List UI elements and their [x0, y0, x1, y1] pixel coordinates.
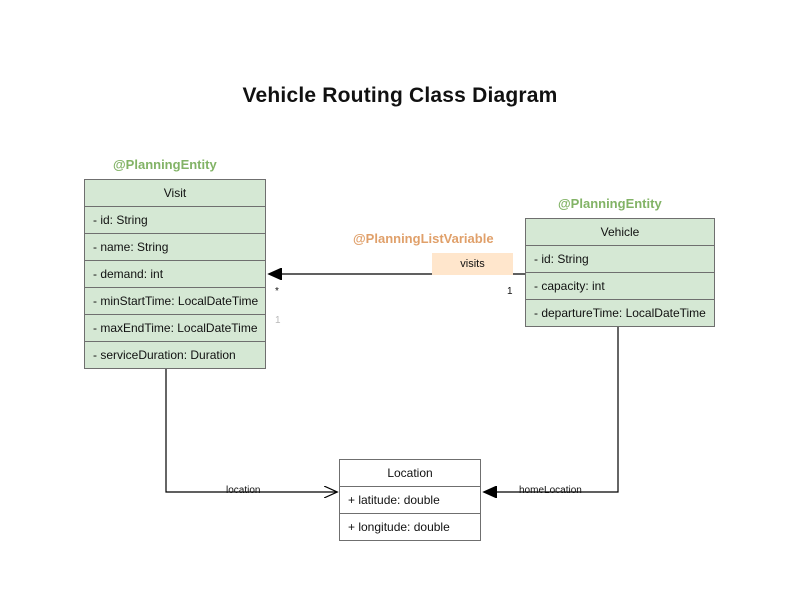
class-box-visit[interactable]	[84, 179, 266, 369]
class-attribute: - id: String	[526, 246, 714, 273]
class-box-location[interactable]	[339, 459, 481, 541]
class-attribute: - minStartTime: LocalDateTime	[85, 288, 265, 315]
class-name-location: Location	[340, 460, 480, 487]
edge-label-home-location: homeLocation	[519, 485, 582, 496]
page-title: Vehicle Routing Class Diagram	[242, 84, 558, 107]
visits-label-chip: visits	[432, 253, 513, 275]
class-attribute: + latitude: double	[340, 487, 480, 514]
edge-label-visit-location-multiplicity: 1	[275, 315, 281, 326]
class-attribute: + longitude: double	[348, 520, 450, 534]
class-attribute: - demand: int	[85, 261, 265, 288]
class-attribute: - departureTime: LocalDateTime	[534, 306, 706, 320]
visit-stereotype: @PlanningEntity	[113, 157, 217, 172]
edge-label-visit-multiplicity: *	[275, 286, 279, 297]
class-attribute: - name: String	[85, 234, 265, 261]
edge-label-location: location	[226, 485, 261, 496]
class-attribute: - capacity: int	[526, 273, 714, 300]
class-box-vehicle[interactable]	[525, 218, 715, 327]
class-attribute: - maxEndTime: LocalDateTime	[85, 315, 265, 342]
planning-list-variable-stereotype: @PlanningListVariable	[353, 231, 494, 246]
edge-label-vehicle-multiplicity: 1	[507, 286, 513, 297]
class-attribute: - id: String	[85, 207, 265, 234]
class-name-vehicle: Vehicle	[526, 219, 714, 246]
class-attribute: - serviceDuration: Duration	[93, 348, 236, 362]
class-name-visit: Visit	[85, 180, 265, 207]
vehicle-stereotype: @PlanningEntity	[558, 196, 662, 211]
